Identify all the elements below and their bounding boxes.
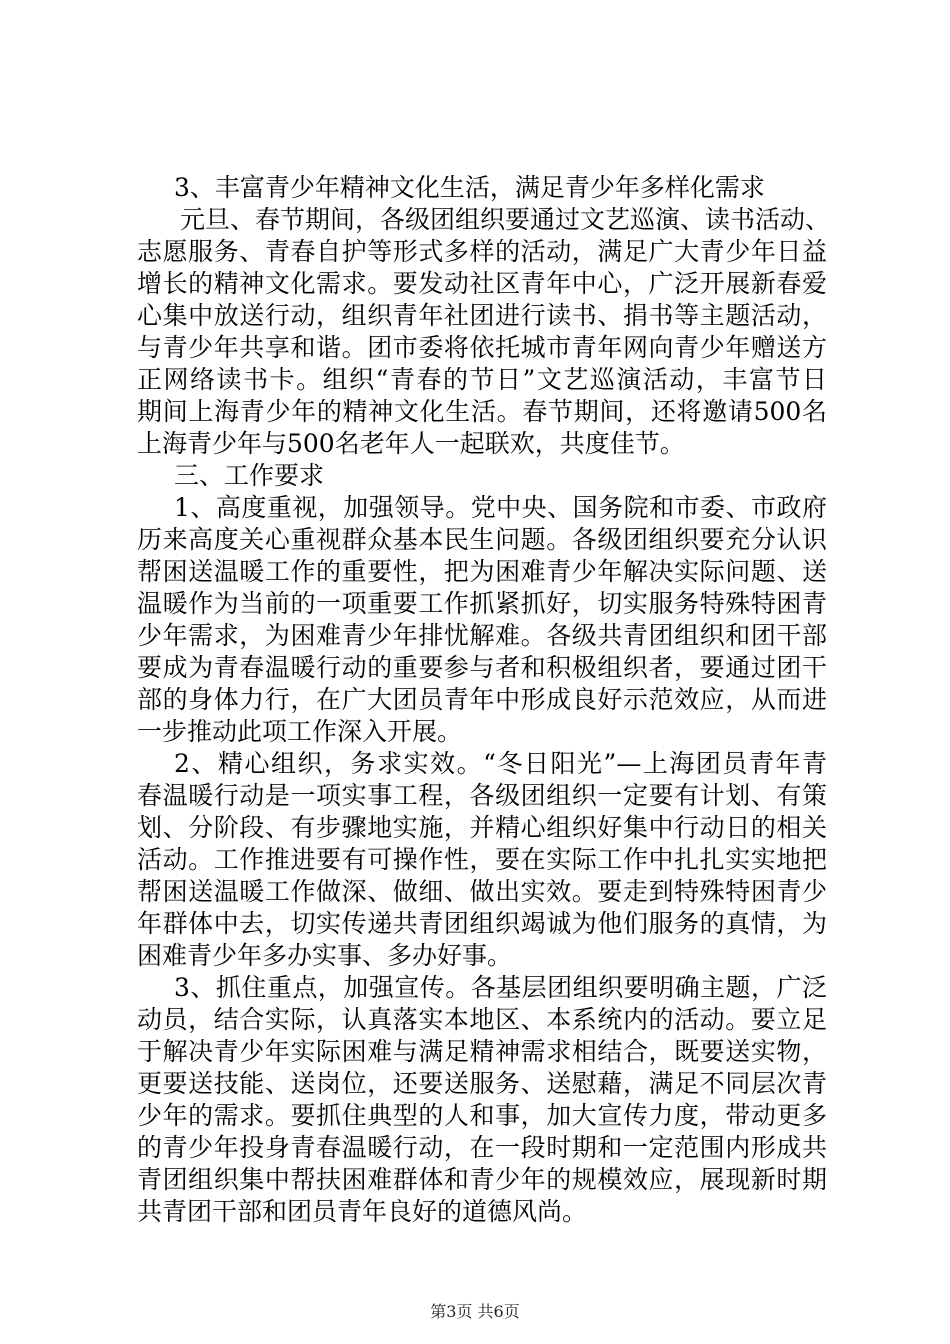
text-line: 期间上海青少年的精神文化生活。春节期间，还将邀请500名 <box>137 397 827 426</box>
body-paragraph <box>137 748 827 972</box>
text-line: 共青团干部和团员青年良好的道德风尚。 <box>137 1197 588 1226</box>
text-line: 活动。工作推进要有可操作性，要在实际工作中扎扎实实地把 <box>137 845 827 874</box>
text-line: 帮困送温暖工作的重要性，把为困难青少年解决实际问题、送 <box>137 557 827 586</box>
text-line: 年群体中去，切实传递共青团组织竭诚为他们服务的真情，为 <box>137 909 827 938</box>
document-body <box>137 172 831 1228</box>
body-paragraph <box>137 492 827 748</box>
text-line: 少年需求，为困难青少年排忧解难。各级共青团组织和团干部 <box>137 621 827 650</box>
text-line: 部的身体力行，在广大团员青年中形成良好示范效应，从而进 <box>137 685 827 714</box>
text-line: 于解决青少年实际困难与满足精神需求相结合，既要送实物， <box>137 1037 827 1066</box>
section-heading <box>137 460 827 492</box>
page-footer: 第3页 共6页 <box>430 1302 520 1321</box>
text-line: 春温暖行动是一项实事工程，各级团组织一定要有计划、有策 <box>137 781 827 810</box>
text-line: 要成为青春温暖行动的重要参与者和积极组织者，要通过团干 <box>137 653 827 682</box>
text-line: 温暖作为当前的一项重要工作抓紧抓好，切实服务特殊特困青 <box>137 589 827 618</box>
text-line: 划、分阶段、有步骤地实施，并精心组织好集中行动日的相关 <box>137 813 827 842</box>
text-line: 动员，结合实际，认真落实本地区、本系统内的活动。要立足 <box>137 1005 827 1034</box>
text-line: 一步推动此项工作深入开展。 <box>137 717 463 746</box>
text-line: 正网络读书卡。组织“青春的节日”文艺巡演活动，丰富节日 <box>137 365 827 394</box>
text-line: 历来高度关心重视群众基本民生问题。各级团组织要充分认识 <box>137 525 827 554</box>
text-line: 3、丰富青少年精神文化生活，满足青少年多样化需求 <box>174 173 765 202</box>
text-line: 3、抓住重点，加强宣传。各基层团组织要明确主题，广泛 <box>174 973 827 1002</box>
text-line: 青团组织集中帮扶困难群体和青少年的规模效应，展现新时期 <box>137 1165 827 1194</box>
text-line: 1、高度重视，加强领导。党中央、国务院和市委、市政府 <box>174 493 827 522</box>
text-line: 心集中放送行动，组织青年社团进行读书、捐书等主题活动， <box>137 301 827 330</box>
text-line: 2、精心组织，务求实效。“冬日阳光”—上海团员青年青 <box>174 749 827 778</box>
text-line: 元旦、春节期间，各级团组织要通过文艺巡演、读书活动、 <box>180 205 831 234</box>
body-paragraph <box>137 204 831 460</box>
section-heading <box>137 172 827 204</box>
text-line: 少年的需求。要抓住典型的人和事，加大宣传力度，带动更多 <box>137 1101 827 1130</box>
text-line: 困难青少年多办实事、多办好事。 <box>137 941 513 970</box>
text-line: 上海青少年与500名老年人一起联欢，共度佳节。 <box>137 429 685 458</box>
text-line: 的青少年投身青春温暖行动，在一段时期和一定范围内形成共 <box>137 1133 827 1162</box>
text-line: 志愿服务、青春自护等形式多样的活动，满足广大青少年日益 <box>137 237 827 266</box>
text-line: 与青少年共享和谐。团市委将依托城市青年网向青少年赠送方 <box>137 333 827 362</box>
text-line: 帮困送温暖工作做深、做细、做出实效。要走到特殊特困青少 <box>137 877 827 906</box>
body-paragraph <box>137 972 827 1228</box>
text-line: 更要送技能、送岗位，还要送服务、送慰藉，满足不同层次青 <box>137 1069 827 1098</box>
text-line: 增长的精神文化需求。要发动社区青年中心，广泛开展新春爱 <box>137 269 827 298</box>
text-line: 三、工作要求 <box>174 461 325 490</box>
